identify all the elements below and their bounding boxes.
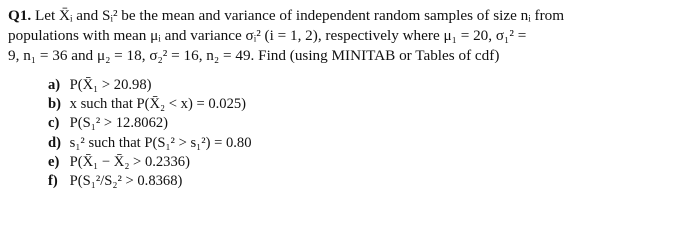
- question-line-3: [8, 46, 680, 66]
- subquestion-a: [48, 76, 680, 95]
- subquestion-f: [48, 172, 680, 191]
- question-text-3: 9, n₁ = 36 and μ₂ = 18, σ₂² = 16, n₂ = 49. Find (using MINITAB or Tables of cdf): [8, 47, 500, 64]
- subquestion-text: x such that P(X̄₂ < x) = 0.025): [69, 96, 247, 113]
- subquestion-e: [48, 153, 680, 172]
- subquestion-label: c): [48, 115, 60, 132]
- subquestion-label: f): [48, 173, 58, 190]
- subquestion-text: P(X̄₁ − X̄₂ > 0.2336): [69, 153, 190, 170]
- subquestion-c: [48, 114, 680, 133]
- subquestion-label: b): [48, 96, 61, 113]
- subquestion-text: P(X̄₁ > 20.98): [69, 77, 152, 93]
- subquestion-d: [48, 134, 680, 153]
- question-line-2: [8, 26, 680, 46]
- subquestion-text: P(S₁² > 12.8062): [69, 115, 169, 132]
- subquestion-text: s₁² such that P(S₁² > s₁²) = 0.80: [69, 134, 252, 151]
- subquestion-b: [48, 95, 680, 114]
- subquestion-label: e): [48, 153, 60, 170]
- subquestion-label: a): [48, 77, 61, 93]
- question-document: [8, 6, 680, 191]
- question-line-1: [8, 6, 680, 26]
- question-text-2: populations with mean μᵢ and variance σᵢ² (i = 1, 2), respectively where μ₁ = 20, σ₁² =: [8, 27, 527, 44]
- subquestion-list: [48, 76, 680, 191]
- question-text-1: Let X̄ᵢ and Sᵢ² be the mean and variance of independent random samples of size nᵢ from: [35, 7, 565, 24]
- subquestion-label: d): [48, 134, 61, 151]
- question-label: Q1.: [8, 7, 32, 24]
- subquestion-text: P(S₁²/S₂² > 0.8368): [69, 173, 183, 190]
